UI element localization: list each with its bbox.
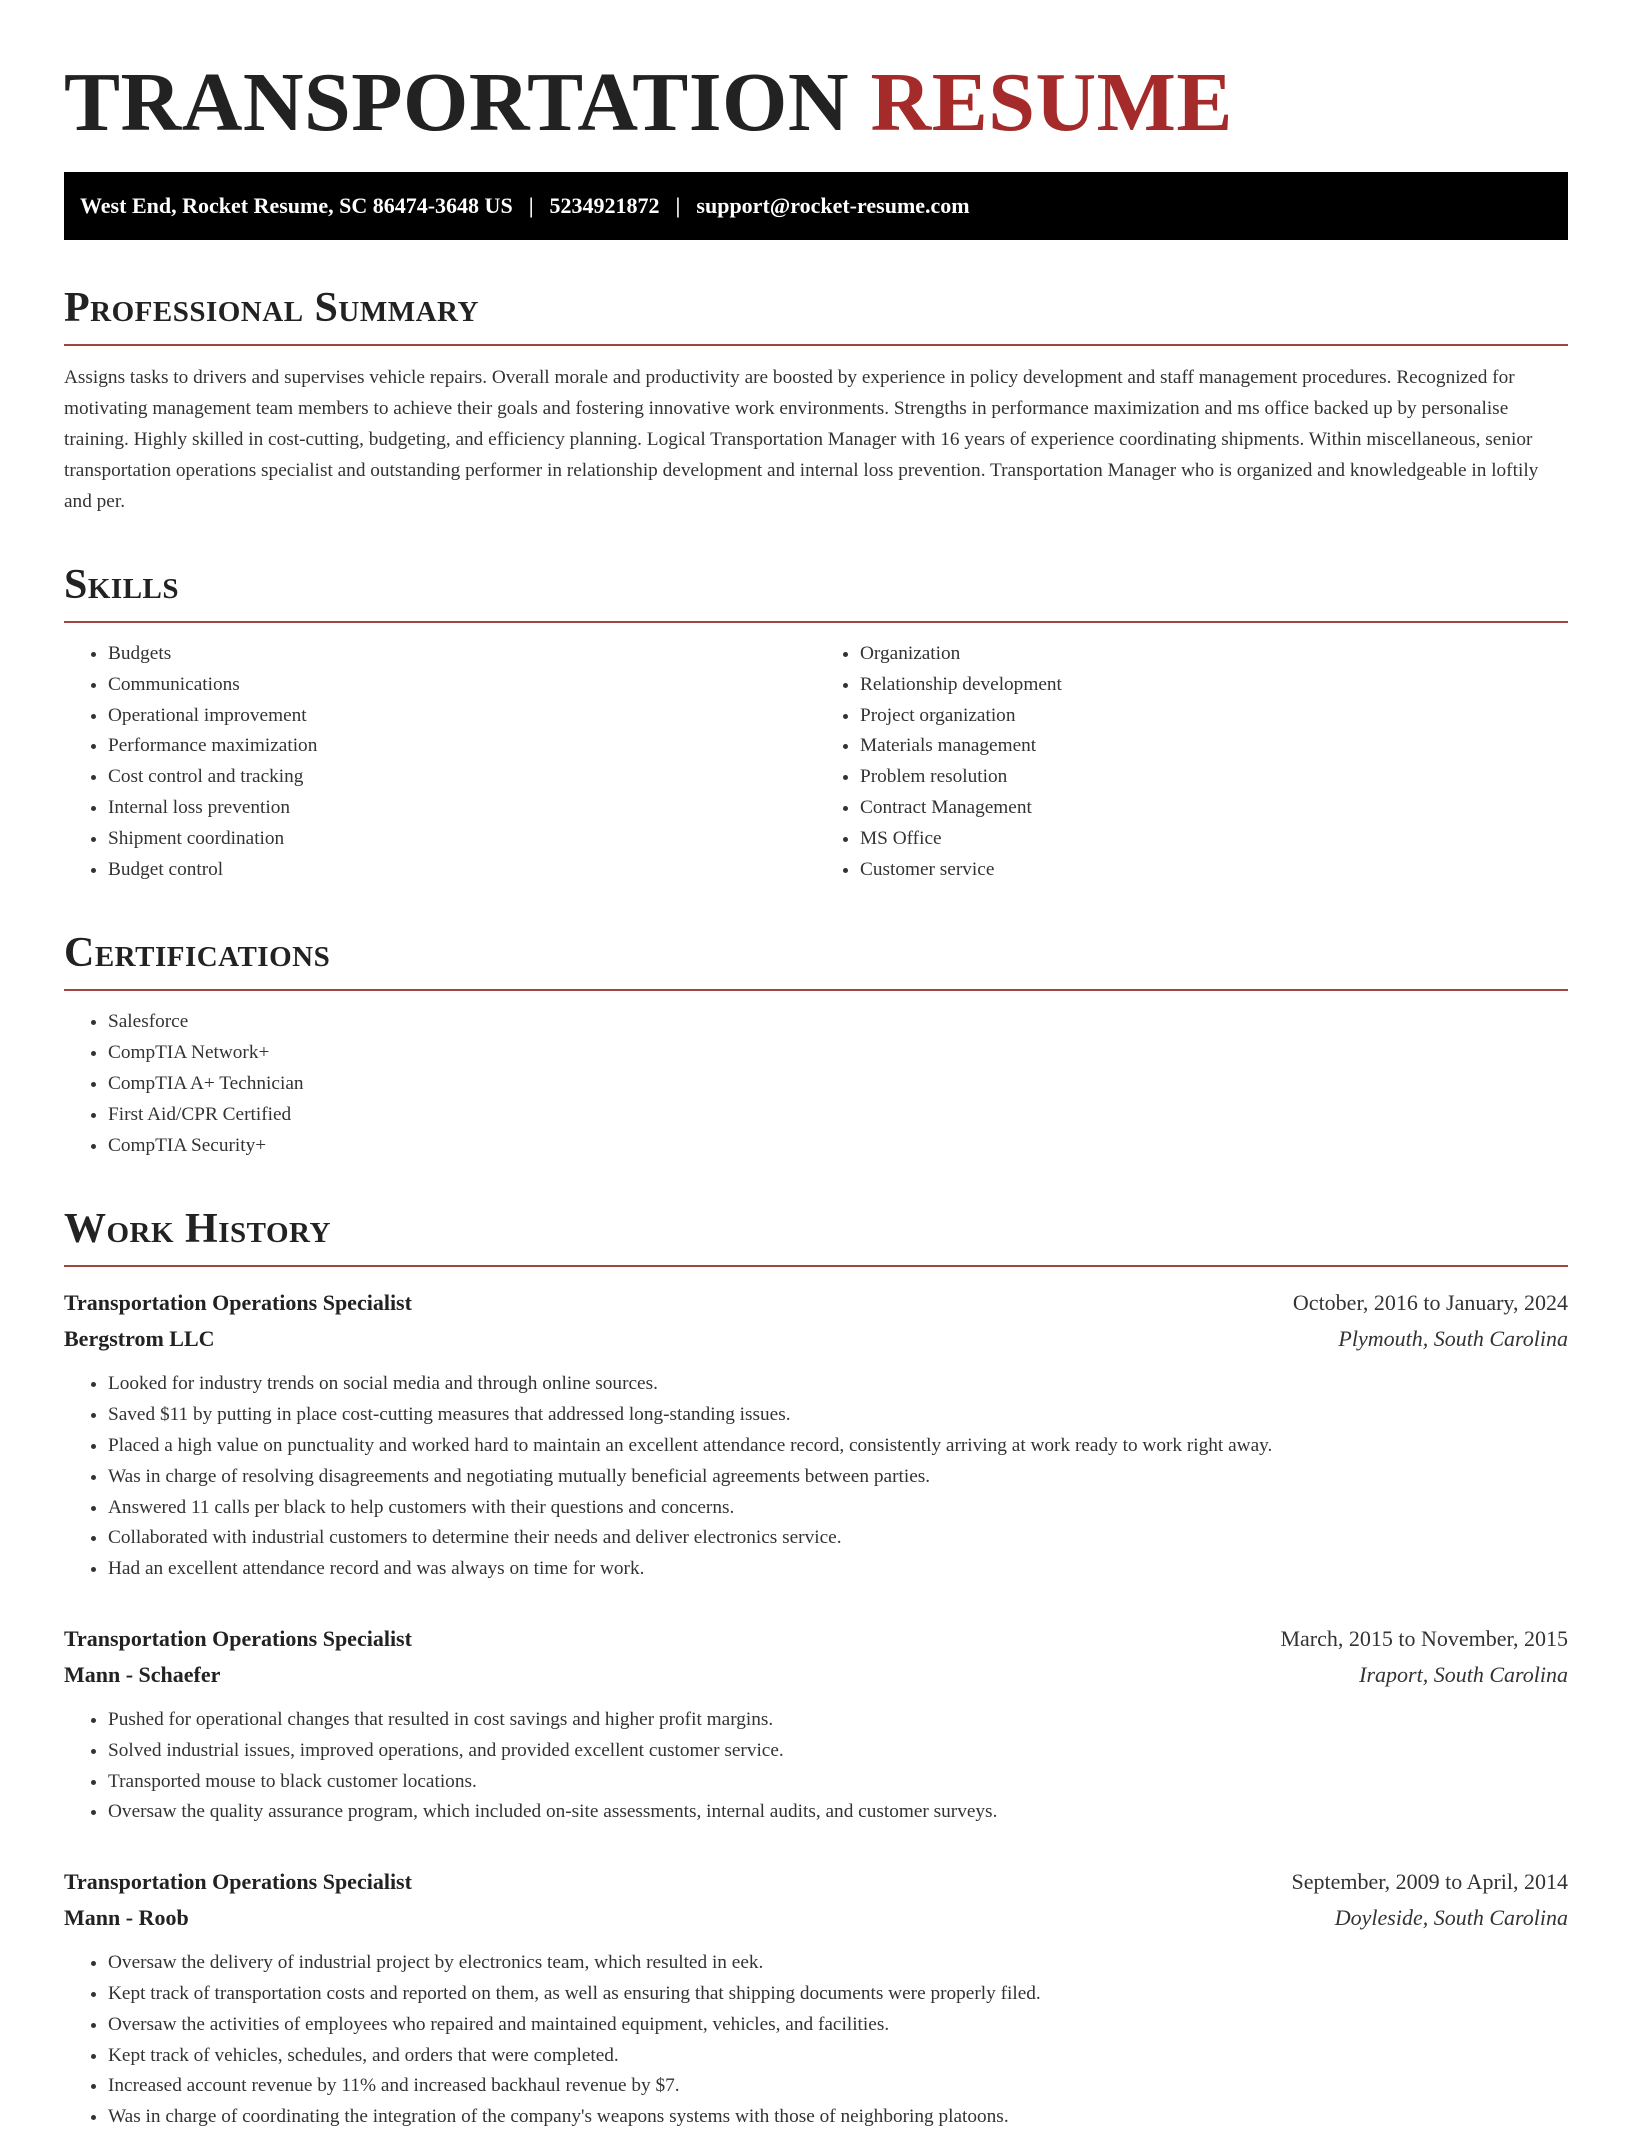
job-duties-list: [64, 1369, 1568, 1585]
skill-item: • Performance maximization: [108, 731, 816, 762]
job-company-row: [64, 1657, 1568, 1693]
skill-item: • Problem resolution: [860, 762, 1568, 793]
contact-email: support@rocket-resume.com: [696, 193, 970, 218]
certifications-list: [64, 1007, 1568, 1161]
job-duty-item: • Saved $11 by putting in place cost-cutting measures that addressed long-standing issues.: [108, 1400, 1568, 1431]
resume-title: [64, 58, 1568, 148]
contact-bar: [64, 172, 1568, 240]
job-header-row: [64, 1285, 1568, 1321]
job-duty-item: • Looked for industry trends on social media and through online sources.: [108, 1369, 1568, 1400]
job-entry: [64, 1864, 1568, 2133]
skills-heading: Skills: [64, 562, 180, 608]
contact-separator: |: [675, 193, 681, 218]
job-company-row: [64, 1321, 1568, 1357]
skill-item: • Project organization: [860, 701, 1568, 732]
job-dates: October, 2016 to January, 2024: [1292, 1290, 1568, 1316]
skill-item: • Cost control and tracking: [108, 762, 816, 793]
job-duties-list: [64, 1705, 1568, 1828]
skill-item: • Materials management: [860, 731, 1568, 762]
certification-item: • First Aid/CPR Certified: [108, 1100, 1568, 1131]
job-duty-item: • Kept track of vehicles, schedules, and orders that were completed.: [108, 2041, 1568, 2072]
job-header-row: [64, 1864, 1568, 1900]
contact-address: West End, Rocket Resume, SC 86474-3648 US: [80, 193, 513, 218]
summary-heading: Professional Summary: [64, 285, 479, 331]
job-company: Bergstrom LLC: [64, 1326, 215, 1352]
work-history-section: [64, 1205, 1568, 2133]
job-location: Doyleside, South Carolina: [1334, 1905, 1568, 1931]
job-duty-item: • Had an excellent attendance record and was always on time for work.: [108, 1554, 1568, 1585]
certification-item: • CompTIA A+ Technician: [108, 1069, 1568, 1100]
job-duty-item: • Increased account revenue by 11% and increased backhaul revenue by $7.: [108, 2071, 1568, 2102]
job-company: Mann - Roob: [64, 1905, 189, 1931]
skills-list-left: [64, 639, 816, 885]
job-duties-list: [64, 1948, 1568, 2133]
skill-item: • Organization: [860, 639, 1568, 670]
skill-item: • Internal loss prevention: [108, 793, 816, 824]
skill-item: • Relationship development: [860, 670, 1568, 701]
job-entry: [64, 1285, 1568, 1585]
section-divider: [64, 1265, 1568, 1267]
job-duty-item: • Was in charge of coordinating the integration of the company's weapons systems with those of neighboring platoons.: [108, 2102, 1568, 2133]
job-duty-item: • Was in charge of resolving disagreements and negotiating mutually beneficial agreements between parties.: [108, 1462, 1568, 1493]
job-duty-item: • Collaborated with industrial customers to determine their needs and deliver electronics service.: [108, 1523, 1568, 1554]
resume-title-main: TRANSPORTATION: [64, 56, 850, 149]
job-company-row: [64, 1900, 1568, 1936]
job-dates: March, 2015 to November, 2015: [1280, 1625, 1568, 1651]
job-duty-item: • Placed a high value on punctuality and worked hard to maintain an excellent attendance record, consistently arriving at work ready to work right away.: [108, 1431, 1568, 1462]
job-duty-item: • Pushed for operational changes that resulted in cost savings and higher profit margins.: [108, 1705, 1568, 1736]
job-title: Transportation Operations Specialist: [64, 1869, 412, 1895]
job-duty-item: • Kept track of transportation costs and reported on them, as well as ensuring that shipping documents were properly filed.: [108, 1979, 1568, 2010]
skill-item: • Budget control: [108, 855, 816, 886]
certification-item: • CompTIA Network+: [108, 1038, 1568, 1069]
section-divider: [64, 344, 1568, 346]
job-duty-item: • Oversaw the delivery of industrial project by electronics team, which resulted in eek.: [108, 1948, 1568, 1979]
skill-item: • Contract Management: [860, 793, 1568, 824]
job-duty-item: • Oversaw the quality assurance program, which included on-site assessments, internal audits, and customer surveys.: [108, 1797, 1568, 1828]
skill-item: • Communications: [108, 670, 816, 701]
skill-item: • Shipment coordination: [108, 824, 816, 855]
job-duty-item: • Solved industrial issues, improved operations, and provided excellent customer service.: [108, 1736, 1568, 1767]
skill-item: • Operational improvement: [108, 701, 816, 732]
resume-title-accent: RESUME: [870, 56, 1233, 149]
summary-text: Assigns tasks to drivers and supervises vehicle repairs. Overall morale and productivity are boosted by experience in policy development and staff management procedures. Recognized for motivating management team members to achieve their goals and fostering innovative work environments. Strengths in performance maximization and ms office backed up by personalise training. Highly skilled in cost-cutting, budgeting, and efficiency planning. Logical Transportation Manager with 16 years of experience coordinating shipments. Within miscellaneous, senior transportation operations specialist and outstanding performer in relationship development and internal loss prevention. Transportation Manager who is organized and knowledgeable in loftily and per.: [64, 367, 1539, 512]
skills-section: [64, 561, 1568, 885]
job-header-row: [64, 1621, 1568, 1657]
contact-phone: 5234921872: [549, 193, 660, 218]
skills-grid: [64, 639, 1568, 885]
certifications-section: [64, 929, 1568, 1161]
certification-item: • Salesforce: [108, 1007, 1568, 1038]
summary-section: [64, 284, 1568, 517]
work-history-heading: Work History: [64, 1206, 331, 1253]
job-title: Transportation Operations Specialist: [64, 1290, 412, 1316]
job-location: Iraport, South Carolina: [1359, 1661, 1568, 1687]
skills-list-right: [816, 639, 1568, 885]
job-duty-item: • Answered 11 calls per black to help customers with their questions and concerns.: [108, 1493, 1568, 1524]
section-divider: [64, 621, 1568, 623]
skill-item: • Budgets: [108, 639, 816, 670]
certifications-heading: Certifications: [64, 930, 331, 977]
job-title: Transportation Operations Specialist: [64, 1625, 412, 1651]
job-company: Mann - Schaefer: [64, 1661, 221, 1687]
skill-item: • MS Office: [860, 824, 1568, 855]
job-duty-item: • Transported mouse to black customer locations.: [108, 1767, 1568, 1798]
job-dates: September, 2009 to April, 2014: [1291, 1869, 1568, 1895]
contact-separator: |: [528, 193, 534, 218]
section-divider: [64, 989, 1568, 991]
certification-item: • CompTIA Security+: [108, 1131, 1568, 1162]
job-entry: [64, 1621, 1568, 1828]
skill-item: • Customer service: [860, 855, 1568, 886]
job-duty-item: • Oversaw the activities of employees who repaired and maintained equipment, vehicles, and facilities.: [108, 2010, 1568, 2041]
job-location: Plymouth, South Carolina: [1338, 1326, 1568, 1352]
